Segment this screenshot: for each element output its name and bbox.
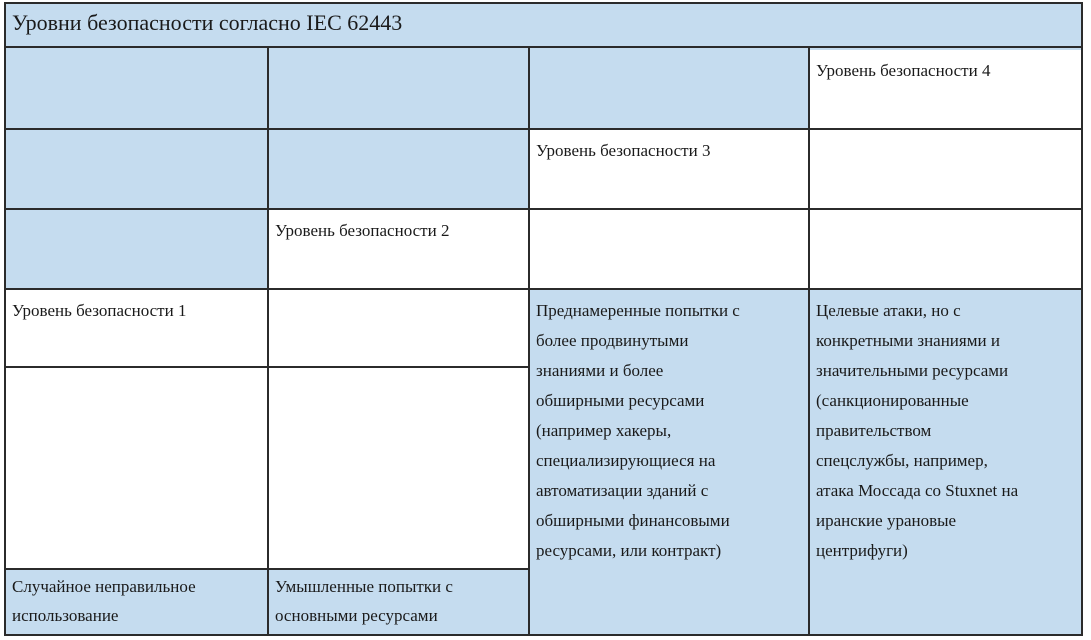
level-4-desc-line: правительством [816,421,932,440]
level-1-label-text: Уровень безопасности 1 [12,301,187,320]
level-3-desc-line: более продвинутыми [536,331,689,350]
grid-line-h5 [6,568,528,570]
level-4-desc-line: Целевые атаки, но с [816,301,961,320]
level-4-label [810,50,1081,128]
security-levels-table [4,2,1083,636]
grid-line-h4 [6,366,528,368]
level-3-desc-line: Преднамеренные попытки с [536,301,740,320]
grid-line-h2 [6,208,1081,210]
grid-line-h3 [6,288,1081,290]
level-3-desc-line: автоматизации зданий с [536,481,709,500]
empty-cell-r3c4 [810,210,1081,288]
level-3-desc-line: ресурсами, или контракт) [536,541,722,560]
grid-line-v1 [267,48,269,634]
level-1-desc-line: использование [12,606,119,625]
level-1-description [6,570,267,634]
empty-cell-r5c1 [6,368,267,568]
level-1-label [6,290,267,366]
level-3-desc-line: специализирующиеся на [536,451,716,470]
level-3-desc-line: знаниями и более [536,361,664,380]
level-4-desc-line: значительными ресурсами [816,361,1009,380]
level-3-desc-line: обширными ресурсами [536,391,705,410]
level-3-desc-line: обширными финансовыми [536,511,730,530]
level-1-desc-line: Случайное неправильное [12,577,196,596]
empty-cell-r5c2 [269,368,528,568]
level-4-desc-line: конкретными знаниями и [816,331,1000,350]
empty-cell-r2c4 [810,130,1081,208]
empty-cell-r3c3 [530,210,808,288]
level-4-label-text: Уровень безопасности 4 [816,61,991,80]
grid-line-h1 [6,128,1081,130]
level-3-label-text: Уровень безопасности 3 [536,141,711,160]
empty-cell-r4c2 [269,290,528,366]
level-4-desc-line: атака Моссада со Stuxnet на [816,481,1019,500]
level-3-desc-line: (например хакеры, [536,421,672,440]
grid-line-v2 [528,48,530,634]
level-4-desc-line: центрифуги) [816,541,908,560]
level-2-label [269,210,528,288]
level-2-label-text: Уровень безопасности 2 [275,221,450,240]
level-2-desc-line: Умышленные попытки с [275,577,453,596]
grid-line-v3 [808,48,810,634]
level-4-desc-line: (санкционированные [816,391,969,410]
level-4-desc-line: спецслужбы, например, [816,451,988,470]
level-2-description [269,570,528,634]
level-3-description [530,290,808,634]
level-2-desc-line: основными ресурсами [275,606,438,625]
level-4-desc-line: иранские урановые [816,511,957,530]
level-3-label [530,130,808,208]
level-4-description [810,290,1081,634]
table-title: Уровни безопасности согласно IEC 62443 [6,4,1081,48]
